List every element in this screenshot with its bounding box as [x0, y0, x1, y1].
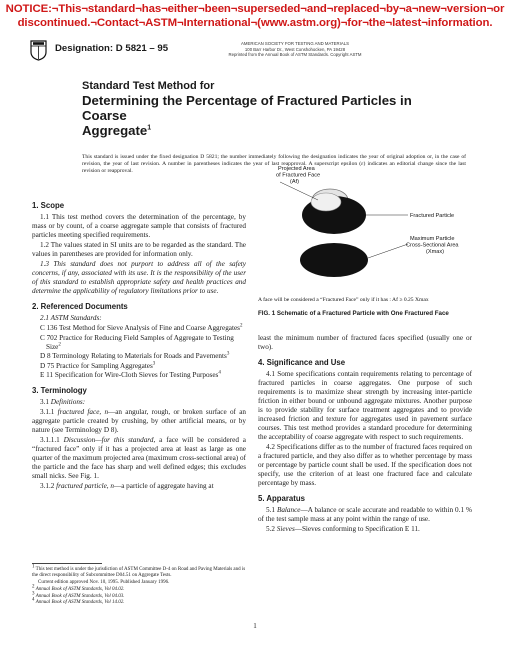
figure-formula: A face will be considered a “Fractured Face” only if it has : Af ≥ 0.25 Xmax — [258, 297, 429, 303]
notice-line-2: discontinued.¬Contact¬ASTM¬International¬(www.astm.org)¬for¬the¬latest¬information. — [17, 17, 493, 29]
fractured-particle-diagram — [258, 160, 472, 304]
title-line-3: Aggregate — [82, 123, 148, 138]
figure-caption: FIG. 1 Schematic of a Fractured Particle with One Fractured Face — [258, 310, 449, 317]
ref-item: C 136 Test Method for Sieve Analysis of Fine and Coarse Aggregates$^2$ — [40, 323, 243, 332]
label-maximum-particle: Maximum Particle — [410, 236, 455, 242]
superseded-notice — [4, 2, 506, 30]
title-footnote-mark: 1 — [147, 124, 152, 132]
terminology-continuation: least the minimum number of fractured faces specified (usually one or two). — [258, 334, 472, 351]
footnote-2: $^2$ Annual Book of ASTM Standards, Vol 04.02. — [32, 584, 125, 592]
label-projected-area: Projected Area — [278, 166, 315, 172]
ref-item: E 11 Specification for Wire-Cloth Sieves for Testing Purposes$^4$ — [40, 370, 221, 379]
title-line-2: Determining the Percentage of Fractured Particles in Coarse — [82, 93, 412, 123]
footnote-rule — [32, 563, 102, 564]
publisher-reprint: Reprinted from the Annual Book of ASTM Standards. Copyright ASTM — [228, 52, 362, 58]
references-subheading: 2.1 ASTM Standards: — [40, 314, 102, 322]
scope-1-2: 1.2 The values stated in SI units are to be regarded as the standard. The values in parentheses are provided for information only. — [32, 241, 246, 258]
terminology-3-1-1: 3.1.1 fractured face, n—an angular, rough, or broken surface of an aggregate particle created by crushing, by other artificial means, or by nature (see Terminology D 8). — [32, 408, 246, 434]
label-cross-sectional-area: Cross-Sectional Area — [406, 242, 459, 249]
ref-item: D 75 Practice for Sampling Aggregates$^3$ — [40, 361, 156, 370]
apparatus-heading: 5. Apparatus — [258, 494, 305, 503]
ref-item: C 702 Practice for Reducing Field Samples of Aggregate to Testing Size$^2$ — [40, 333, 234, 351]
footnote-4: $^4$ Annual Book of ASTM Standards, Vol 14.02. — [32, 597, 125, 606]
apparatus-5-2: 5.2 Sieves—Sieves conforming to Specification E 11. — [266, 525, 420, 533]
terminology-3-1: 3.1 Definitions: — [40, 398, 86, 406]
scope-1-3: 1.3 This standard does not purport to address all of the safety concerns, if any, associated with its use. It is the responsibility of the user of this standard to establish appropriate safety and health practices and determine the applicability of regulatory limitations prior to use. — [32, 260, 246, 295]
scope-heading: 1. Scope — [32, 201, 65, 210]
designation: Designation: D 5821 – 95 — [55, 43, 169, 54]
references-heading: 2. Referenced Documents — [32, 302, 128, 311]
page-number: 1 — [253, 622, 257, 630]
significance-heading: 4. Significance and Use — [258, 358, 346, 367]
ref-item: D 8 Terminology Relating to Materials for Roads and Pavements$^3$ — [40, 351, 230, 360]
document-title — [82, 80, 422, 138]
terminology-heading: 3. Terminology — [32, 386, 87, 395]
left-column — [32, 198, 246, 492]
label-af: (Af) — [290, 179, 300, 185]
significance-4-1: 4.1 Some specifications contain requirements relating to percentage of fractured particles in coarse aggregates. One purpose of such requirements is to maximize shear strength by increasing inter-particle friction in either bound or unbound aggregate mixtures. Another purpose is to provide stability for surface treatment aggregates and to provide increased friction and texture for aggregates used in pavement surface courses. This test method provides a standard procedure for determining the acceptability of coarse aggregate with respect to such requirements. — [258, 370, 472, 441]
astm-logo-icon — [30, 40, 47, 61]
label-of-fractured-face: of Fractured Face — [276, 172, 321, 179]
right-column — [258, 334, 472, 535]
notice-line-1: NOTICE:¬This¬standard¬has¬either¬been¬superseded¬and¬replaced¬by¬a¬new¬version¬or — [5, 3, 505, 15]
footnote-1-approval: Current edition approved Nov. 10, 1995. Published January 1996. — [38, 580, 170, 586]
terminology-3-1-2: 3.1.2 fractured particle, n—a particle of aggregate having at — [40, 482, 214, 490]
publisher-address: 100 Barr Harbor Dr., West Conshohocken, PA 19428 — [244, 46, 346, 52]
label-xmax: (Xmax) — [426, 249, 445, 255]
apparatus-5-1: 5.1 Balance—A balance or scale accurate and readable to within 0.1 % of the test sample mass at any point within the range of use. — [258, 506, 472, 523]
publisher-block — [195, 41, 395, 58]
footnote-3: $^3$ Annual Book of ASTM Standards, Vol 04.03. — [32, 591, 125, 599]
terminology-3-1-1-1: 3.1.1.1 Discussion—for this standard, a face will be considered a “fractured face” only if it has a projected area at least as large as one quarter of the maximum projected area (maximum cross-sectional area) of the particle and the face has sharp and well defined edges; this excludes small nicks. See Fig. 1. — [32, 436, 246, 480]
label-fractured-particle: Fractured Particle — [410, 213, 455, 219]
intro-paragraph: This standard is issued under the fixed designation D 5821; the number immediately following the designation indicates the year of original adoption or, in the case of revision, the year of last revision. A number in parentheses indicates the year of last reapproval. A superscript epsilon (ε) indicates an editorial change since the last revision or reapproval. — [82, 154, 466, 175]
footnote-1: $^1$ This test method is under the jurisdiction of ASTM Committee D-4 on Road and Paving Materials and is the direct responsibility of Subcommittee D04.51 on Aggregate Tests. — [32, 564, 246, 579]
publisher-name: AMERICAN SOCIETY FOR TESTING AND MATERIALS — [241, 41, 349, 46]
scope-1-1: 1.1 This test method covers the determination of the percentage, by mass or by count, of a coarse aggregate sample that consists of fractured particles meeting specified requirements. — [32, 213, 246, 239]
footnotes — [32, 564, 246, 607]
cross-section-shape — [300, 243, 368, 277]
significance-4-2: 4.2 Specifications differ as to the number of fractured faces required on a fractured particle, and they also differ as to whether percentage by mass or percentage by particle count shall be used. If the specification does not specify, use the criterion of at least one fractured face and calculate percentage by mass. — [258, 443, 472, 487]
title-line-1: Standard Test Method for — [82, 80, 215, 92]
figure-1 — [258, 160, 472, 304]
